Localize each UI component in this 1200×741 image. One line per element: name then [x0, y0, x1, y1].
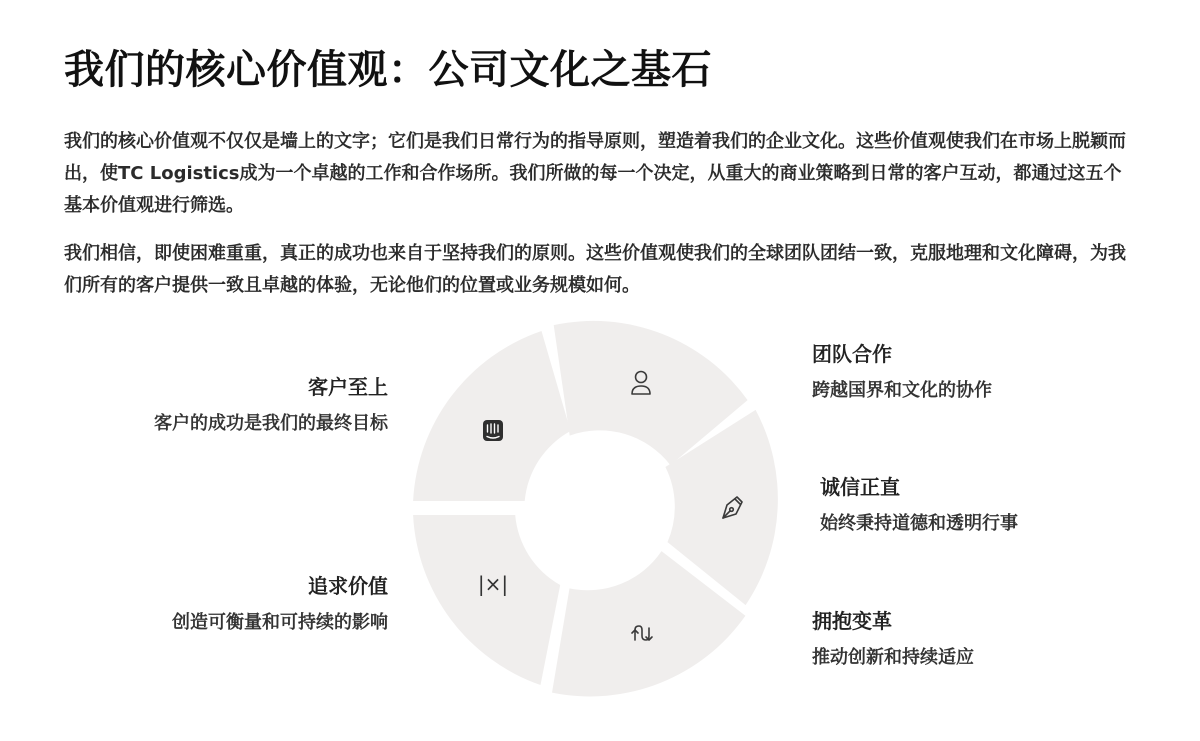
value-desc-integrity: 始终秉持道德和透明行事 [820, 513, 1018, 534]
value-title-integrity: 诚信正直 [820, 475, 900, 499]
absolute-value-icon: |×| [477, 572, 509, 596]
value-desc-team: 跨越国界和文化的协作 [812, 380, 992, 401]
page-title: 我们的核心价值观：公司文化之基石 [64, 47, 712, 93]
ring-segment-customer [413, 331, 570, 501]
intro-paragraph-2: 我们相信，即使困难重重，真正的成功也来自于坚持我们的原则。这些价值观使我们的全球团队团结一致，克服地理和文化障碍，为我们所有的客户提供一致且卓越的体验，无论他们的位置或业务规模如何。 [64, 243, 1126, 296]
value-label-value [58, 572, 388, 636]
arrows-up-down-icon [632, 626, 652, 640]
ring-segment-value [413, 515, 560, 685]
value-desc-change: 推动创新和持续适应 [812, 647, 974, 668]
value-label-team [812, 340, 1142, 404]
value-title-team: 团队合作 [812, 342, 892, 366]
value-label-change [812, 607, 1142, 671]
value-label-customer [58, 373, 388, 437]
intercom-icon [483, 420, 503, 441]
intro-paragraph-1: 我们的核心价值观不仅仅是墙上的文字；它们是我们日常行为的指导原则，塑造着我们的企业文化。这些价值观使我们在市场上脱颖而出，使TC Logistics成为一个卓越的工作和合作场所。我们所做的每一个决定，从重大的商业策略到日常的客户互动，都通过这五个基本价值观进行筛选。 [64, 131, 1126, 216]
value-desc-value: 创造可衡量和可持续的影响 [172, 612, 388, 633]
value-label-integrity [820, 473, 1150, 537]
value-title-change: 拥抱变革 [812, 609, 892, 633]
value-title-customer: 客户至上 [308, 375, 388, 399]
value-desc-customer: 客户的成功是我们的最终目标 [154, 413, 388, 434]
value-title-value: 追求价值 [308, 574, 388, 598]
